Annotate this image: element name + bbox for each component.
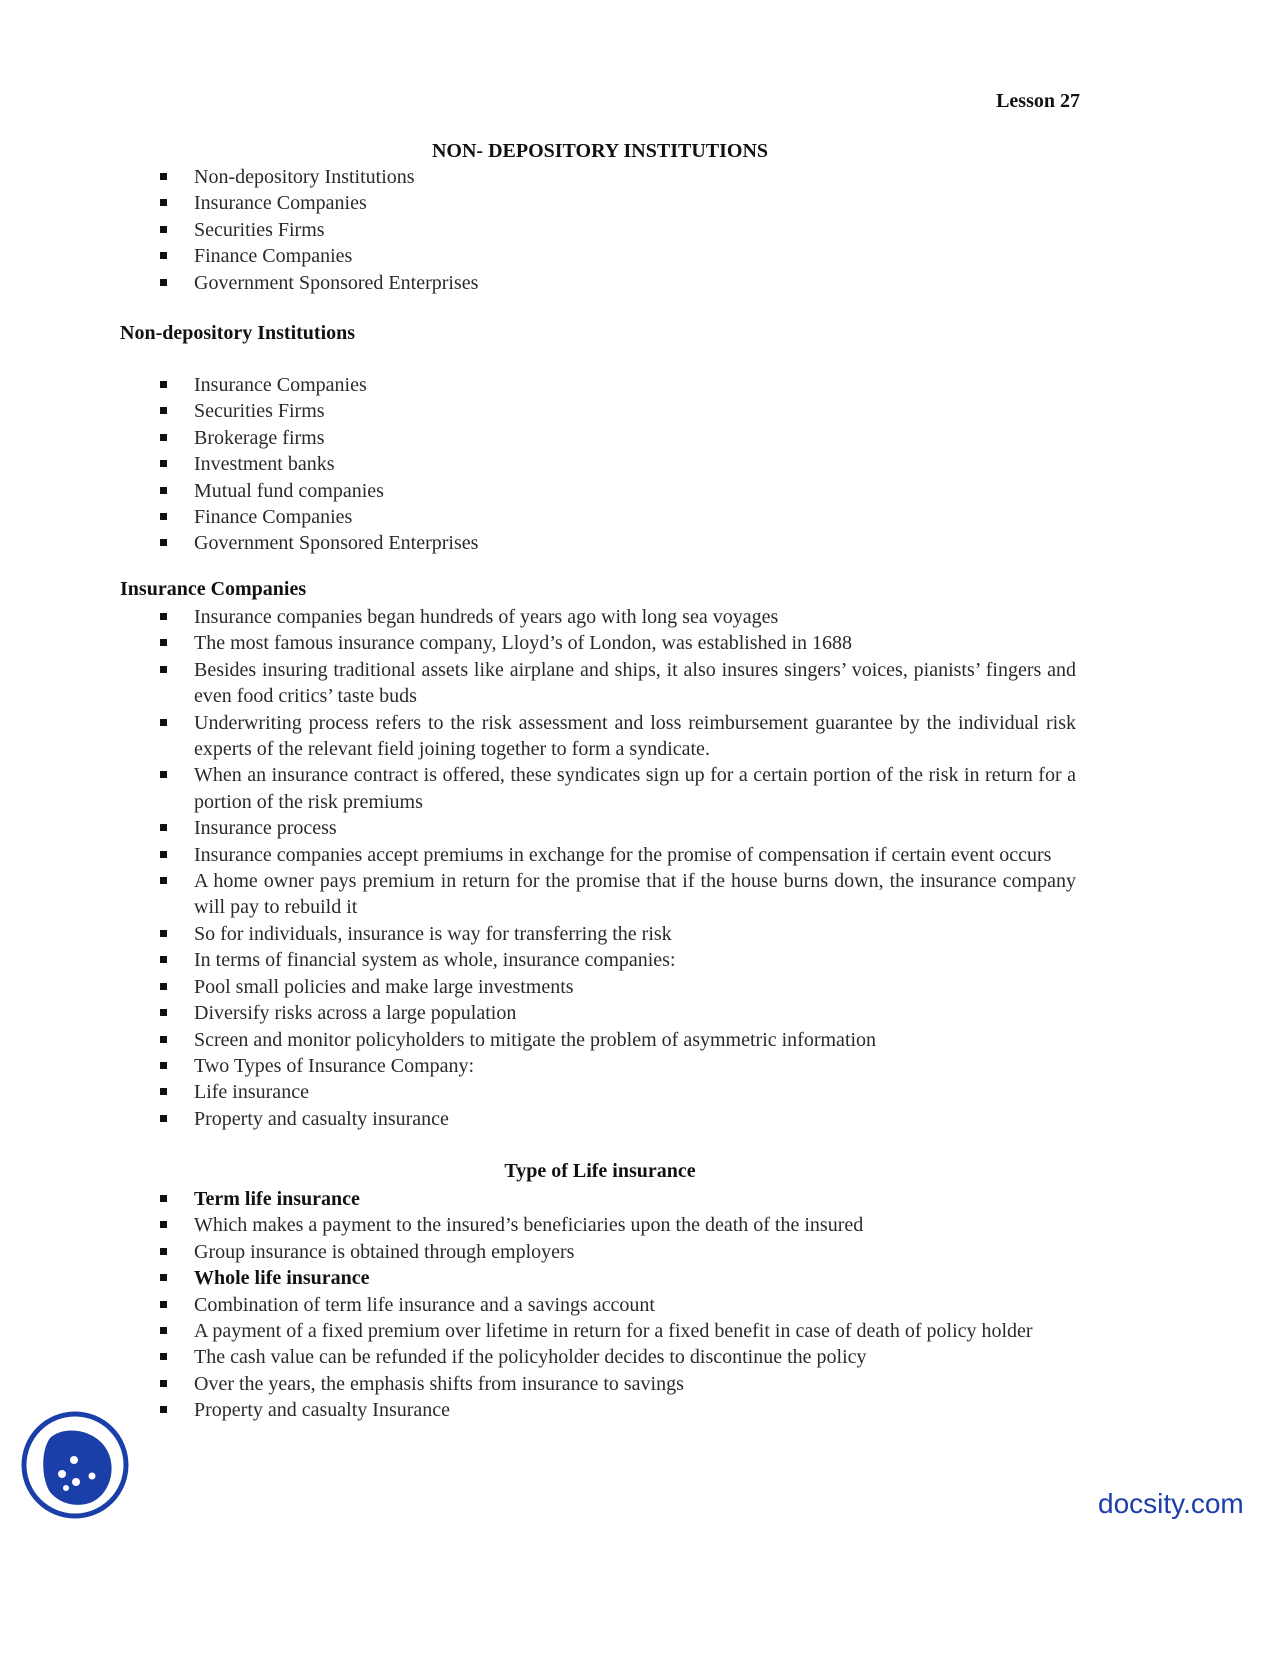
- list-item: The most famous insurance company, Lloyd’s of London, was established in 1688: [156, 630, 1076, 656]
- section-heading-life-insurance: Type of Life insurance: [504, 1160, 696, 1182]
- list-item: When an insurance contract is offered, these syndicates sign up for a certain portion of the risk in return for a portion of the risk premiums: [156, 762, 1076, 815]
- list-item: Over the years, the emphasis shifts from insurance to savings: [156, 1371, 1076, 1397]
- list-item: Pool small policies and make large investments: [156, 974, 1076, 1000]
- list-item: Insurance companies accept premiums in exchange for the promise of compensation if certain event occurs: [156, 842, 1076, 868]
- list-item: Non-depository Institutions: [156, 164, 1076, 190]
- list-item: Combination of term life insurance and a savings account: [156, 1292, 1076, 1318]
- lesson-label: Lesson 27: [996, 90, 1080, 112]
- list-item: Group insurance is obtained through employers: [156, 1239, 1076, 1265]
- docsity-logo-icon: [20, 1410, 130, 1520]
- list-item: Finance Companies: [156, 243, 1076, 269]
- list-item: Property and casualty insurance: [156, 1106, 1076, 1132]
- list-item: Property and casualty Insurance: [156, 1397, 1076, 1423]
- life-insurance-list: [156, 1186, 1076, 1424]
- list-item: Which makes a payment to the insured’s beneficiaries upon the death of the insured: [156, 1212, 1076, 1238]
- list-item: Securities Firms: [156, 398, 1076, 424]
- list-item: Government Sponsored Enterprises: [156, 530, 1076, 556]
- list-item: Insurance Companies: [156, 190, 1076, 216]
- list-item: Securities Firms: [156, 217, 1076, 243]
- section-heading-non-depository: Non-depository Institutions: [120, 322, 356, 344]
- list-item: Two Types of Insurance Company:: [156, 1053, 1076, 1079]
- page-title: NON- DEPOSITORY INSTITUTIONS: [431, 140, 769, 162]
- list-item: The cash value can be refunded if the policyholder decides to discontinue the policy: [156, 1344, 1076, 1370]
- list-item: Insurance Companies: [156, 372, 1076, 398]
- list-item: Term life insurance: [156, 1186, 1076, 1212]
- list-item: Underwriting process refers to the risk assessment and loss reimbursement guarantee by the individual risk experts of the relevant field joining together to form a syndicate.: [156, 710, 1076, 763]
- list-item: Life insurance: [156, 1079, 1076, 1105]
- list-item: Brokerage firms: [156, 425, 1076, 451]
- insurance-companies-list: [156, 604, 1076, 1132]
- list-item: Mutual fund companies: [156, 478, 1076, 504]
- list-item: A payment of a fixed premium over lifetime in return for a fixed benefit in case of death of policy holder: [156, 1318, 1076, 1344]
- section-heading-insurance-companies: Insurance Companies: [120, 578, 307, 600]
- list-item: In terms of financial system as whole, insurance companies:: [156, 947, 1076, 973]
- list-item: Finance Companies: [156, 504, 1076, 530]
- list-item: Whole life insurance: [156, 1265, 1076, 1291]
- list-item: A home owner pays premium in return for the promise that if the house burns down, the insurance company will pay to rebuild it: [156, 868, 1076, 921]
- outline-list: [156, 164, 1076, 296]
- list-item: Investment banks: [156, 451, 1076, 477]
- list-item: So for individuals, insurance is way for transferring the risk: [156, 921, 1076, 947]
- list-item: Besides insuring traditional assets like airplane and ships, it also insures singers’ voices, pianists’ fingers and even food critics’ taste buds: [156, 657, 1076, 710]
- list-item: Screen and monitor policyholders to mitigate the problem of asymmetric information: [156, 1027, 1076, 1053]
- list-item: Insurance companies began hundreds of years ago with long sea voyages: [156, 604, 1076, 630]
- non-depository-list: [156, 372, 1076, 557]
- list-item: Government Sponsored Enterprises: [156, 270, 1076, 296]
- docsity-brand-link[interactable]: docsity.com: [1098, 1488, 1244, 1519]
- list-item: Insurance process: [156, 815, 1076, 841]
- list-item: Diversify risks across a large population: [156, 1000, 1076, 1026]
